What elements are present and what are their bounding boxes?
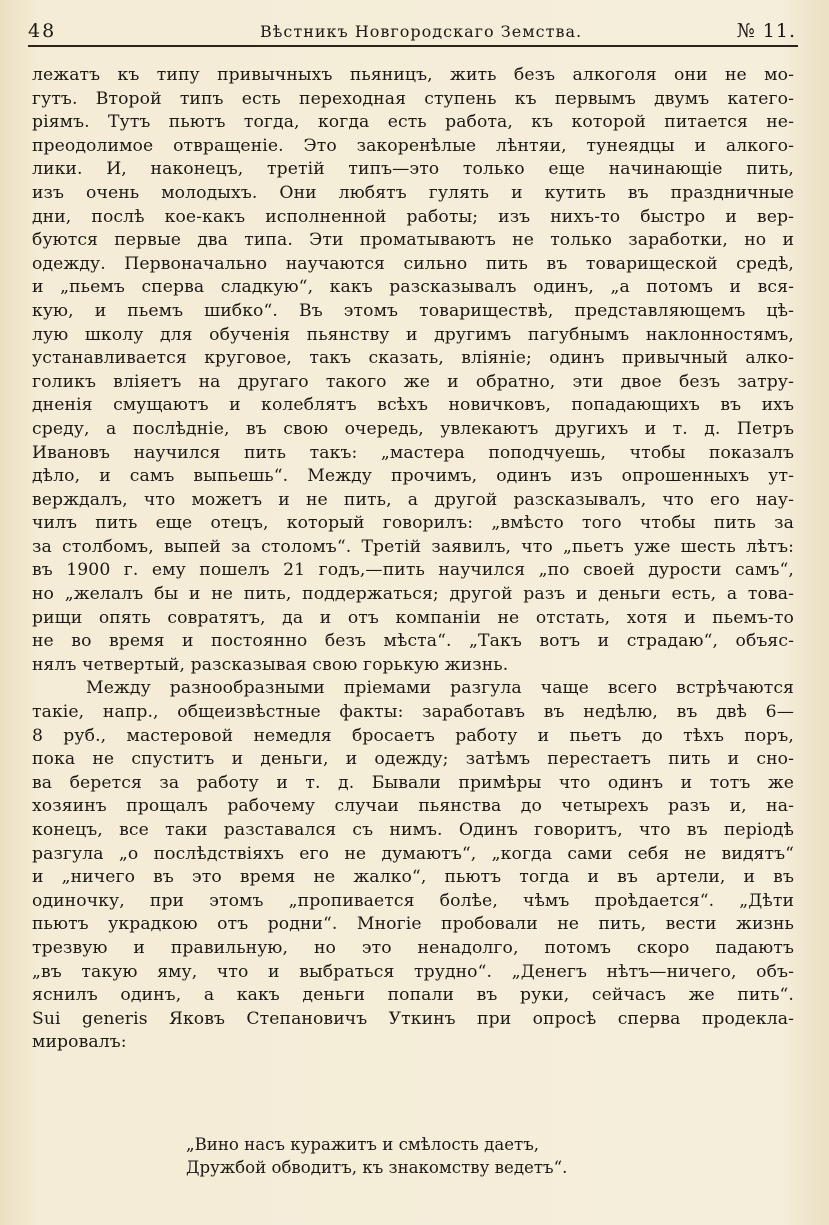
text-line: ва берется за работу и т. д. Бывали примѣры что одинъ и тотъ же	[32, 772, 794, 793]
text-line: за столбомъ, выпей за столомъ“. Третій заявилъ, что „пьетъ уже шесть лѣтъ:	[32, 536, 794, 557]
text-line: лежатъ къ типу привычныхъ пьяницъ, жить безъ алкоголя они не мо-	[32, 65, 794, 85]
text-line: хозяинъ прощалъ рабочему случаи пьянства до четырехъ разъ и, на-	[32, 796, 794, 817]
text-line: изъ очень молодыхъ. Они любятъ гулять и кутить въ праздничные	[32, 182, 794, 203]
text-line: кую, и пьемъ шибко“. Въ этомъ товариществѣ, представляющемъ цѣ-	[32, 300, 794, 321]
paragraph-1	[32, 64, 794, 677]
running-header	[28, 16, 798, 46]
text-line: одежду. Первоначально научаются сильно пить въ товарищеской средѣ,	[32, 253, 794, 274]
text-line: трезвую и правильную, но это ненадолго, потомъ скоро падаютъ	[32, 937, 794, 958]
page-number: 48	[28, 20, 57, 42]
text-line: голикъ вліяетъ на другаго такого же и обратно, эти двое безъ затру-	[32, 371, 794, 392]
text-line: такіе, напр., общеизвѣстные факты: заработавъ въ недѣлю, въ двѣ 6—	[32, 702, 794, 723]
text-line: чилъ пить еще отецъ, который говорилъ: „вмѣсто того чтобы пить за	[32, 513, 794, 534]
text-line: дненія смущаютъ и колеблятъ всѣхъ новичковъ, попадающихъ въ ихъ	[32, 395, 794, 416]
text-line: верждалъ, что можетъ и не пить, а другой разсказывалъ, что его нау-	[32, 489, 794, 510]
text-line: но „желалъ бы и не пить, поддержаться; другой разъ и деньги есть, а това-	[32, 584, 794, 605]
text-line: разгула „о послѣдствіяхъ его не думаютъ“, „когда сами себя не видятъ“	[32, 843, 794, 864]
text-line: буются первые два типа. Эти проматываютъ не только заработки, но и	[32, 230, 794, 251]
text-line: пока не спуститъ и деньги, и одежду; затѣмъ перестаетъ пить и сно-	[32, 749, 794, 770]
text-line: преодолимое отвращеніе. Это закоренѣлые лѣнтяи, тунеядцы и алкого-	[32, 135, 794, 156]
text-line: рищи опять совратятъ, да и отъ компаніи не отстать, хотя и пьемъ-то	[32, 607, 794, 628]
paragraph-2	[32, 677, 794, 1055]
text-line: одиночку, при этомъ „пропивается болѣе, чѣмъ проѣдается“. „Дѣти	[32, 890, 794, 911]
text-line: „въ такую яму, что и выбраться трудно“. „Денегъ нѣтъ—ничего, объ-	[32, 961, 794, 982]
text-line: лую школу для обученія пьянству и другимъ пагубнымъ наклонностямъ,	[32, 324, 794, 345]
text-line: конецъ, все таки разставался съ нимъ. Одинъ говоритъ, что въ періодѣ	[32, 820, 794, 840]
text-line: мировалъ:	[32, 1032, 127, 1053]
journal-title: Вѣстникъ Новгородскаго Земства.	[260, 22, 583, 41]
text-line: среду, а послѣдніе, въ свою очередь, увлекаютъ другихъ и т. д. Петръ	[32, 418, 794, 439]
verse-line: Дружбой обводитъ, къ знакомству ведетъ“.	[186, 1158, 568, 1177]
text-line: гутъ. Второй типъ есть переходная ступень къ первымъ двумъ катего-	[32, 88, 794, 109]
text-line: Ивановъ научился пить такъ: „мастера поподчуешь, чтобы показалъ	[32, 442, 794, 463]
text-line: ріямъ. Тутъ пьютъ тогда, когда есть работа, къ которой питается не-	[32, 112, 794, 133]
text-line: дни, послѣ кое-какъ исполненной работы; изъ нихъ-то быстро и вер-	[32, 206, 794, 227]
text-line: Sui generis Яковъ Степановичъ Уткинъ при опросѣ сперва продекла-	[32, 1008, 794, 1029]
text-line: устанавливается круговое, такъ сказать, вліяніе; одинъ привычный алко-	[32, 348, 794, 369]
issue-number: № 11.	[736, 20, 796, 42]
text-line: яснилъ одинъ, а какъ деньги попали въ руки, сейчасъ же пить“.	[32, 985, 794, 1006]
header-rule	[28, 45, 798, 47]
text-line: Между разнообразными пріемами разгула чаще всего встрѣчаются	[86, 678, 794, 699]
verse-line: „Вино насъ куражитъ и смѣлость даетъ,	[186, 1135, 540, 1154]
verse-quote	[186, 1133, 567, 1179]
text-line: и „ничего въ это время не жалко“, пьютъ тогда и въ артели, и въ	[32, 867, 794, 888]
text-line: лики. И, наконецъ, третій типъ—это только еще начинающіе пить,	[32, 159, 794, 180]
text-line: и „пьемъ сперва сладкую“, какъ разсказывалъ одинъ, „а потомъ и вся-	[32, 277, 794, 298]
text-line: дѣло, и самъ выпьешь“. Между прочимъ, одинъ изъ опрошенныхъ ут-	[32, 466, 794, 487]
text-line: въ 1900 г. ему пошелъ 21 годъ,—пить научился „по своей дурости самъ“,	[32, 560, 794, 581]
text-line: не во время и постоянно безъ мѣста“. „Такъ вотъ и страдаю“, объяс-	[32, 631, 794, 652]
text-line: нялъ четвертый, разсказывая свою горькую жизнь.	[32, 654, 509, 675]
text-line: пьютъ украдкою отъ родни“. Многіе пробовали не пить, вести жизнь	[32, 914, 794, 935]
text-line: 8 руб., мастеровой немедля бросаетъ работу и пьетъ до тѣхъ поръ,	[32, 725, 794, 746]
article-body	[32, 64, 794, 1055]
